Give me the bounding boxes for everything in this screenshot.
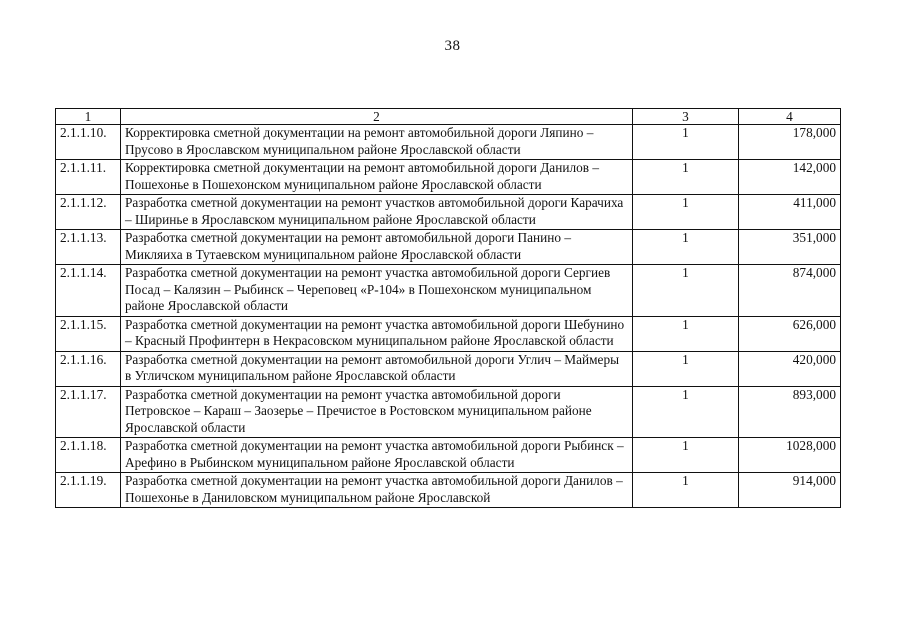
row-number: 2.1.1.15. (56, 316, 121, 351)
row-number: 2.1.1.10. (56, 125, 121, 160)
header-cell-2: 2 (121, 109, 633, 125)
row-quantity: 1 (633, 438, 739, 473)
row-quantity: 1 (633, 351, 739, 386)
row-number: 2.1.1.17. (56, 386, 121, 438)
row-description: Разработка сметной документации на ремонт участка автомобильной дороги Рыбинск – Арефино в Рыбинском муниципальном районе Ярославской области (121, 438, 633, 473)
row-amount: 351,000 (739, 230, 841, 265)
table-row (56, 195, 841, 230)
row-quantity: 1 (633, 230, 739, 265)
row-amount: 1028,000 (739, 438, 841, 473)
header-cell-3: 3 (633, 109, 739, 125)
table-row (56, 473, 841, 508)
row-description: Разработка сметной документации на ремонт автомобильной дороги Углич – Маймеры в Угличском муниципальном районе Ярославской области (121, 351, 633, 386)
row-amount: 874,000 (739, 265, 841, 317)
row-amount: 626,000 (739, 316, 841, 351)
row-amount: 142,000 (739, 160, 841, 195)
row-amount: 178,000 (739, 125, 841, 160)
row-quantity: 1 (633, 125, 739, 160)
row-number: 2.1.1.11. (56, 160, 121, 195)
row-description: Разработка сметной документации на ремонт участка автомобильной дороги Петровское – Караш – Заозерье – Пречистое в Ростовском муниципальном районе Ярославской области (121, 386, 633, 438)
estimate-table (55, 108, 841, 508)
page-number: 38 (444, 38, 461, 54)
table-row (56, 160, 841, 195)
header-cell-1: 1 (56, 109, 121, 125)
table-row (56, 438, 841, 473)
table-row (56, 386, 841, 438)
header-row (56, 109, 841, 125)
row-amount: 411,000 (739, 195, 841, 230)
table-row (56, 265, 841, 317)
row-quantity: 1 (633, 473, 739, 508)
row-description: Разработка сметной документации на ремонт участка автомобильной дороги Данилов – Пошехонье в Даниловском муниципальном районе Ярославской (121, 473, 633, 508)
row-description: Корректировка сметной документации на ремонт автомобильной дороги Ляпино – Прусово в Ярославском муниципальном районе Ярославской области (121, 125, 633, 160)
row-description: Корректировка сметной документации на ремонт автомобильной дороги Данилов – Пошехонье в Пошехонском муниципальном районе Ярославской области (121, 160, 633, 195)
table-row (56, 316, 841, 351)
row-description: Разработка сметной документации на ремонт участков автомобильной дороги Карачиха – Ширинье в Ярославском муниципальном районе Ярославской области (121, 195, 633, 230)
row-number: 2.1.1.19. (56, 473, 121, 508)
row-quantity: 1 (633, 386, 739, 438)
row-quantity: 1 (633, 160, 739, 195)
row-amount: 420,000 (739, 351, 841, 386)
table-row (56, 125, 841, 160)
row-description: Разработка сметной документации на ремонт автомобильной дороги Панино – Микляиха в Тутаевском муниципальном районе Ярославской области (121, 230, 633, 265)
row-description: Разработка сметной документации на ремонт участка автомобильной дороги Шебунино – Красный Профинтерн в Некрасовском муниципальном районе Ярославской области (121, 316, 633, 351)
row-number: 2.1.1.16. (56, 351, 121, 386)
table-row (56, 230, 841, 265)
row-quantity: 1 (633, 195, 739, 230)
row-amount: 893,000 (739, 386, 841, 438)
row-number: 2.1.1.12. (56, 195, 121, 230)
row-amount: 914,000 (739, 473, 841, 508)
row-number: 2.1.1.14. (56, 265, 121, 317)
row-quantity: 1 (633, 265, 739, 317)
row-number: 2.1.1.13. (56, 230, 121, 265)
row-description: Разработка сметной документации на ремонт участка автомобильной дороги Сергиев Посад – Калязин – Рыбинск – Череповец «Р-104» в Пошехонском муниципальном районе Ярославской области (121, 265, 633, 317)
row-quantity: 1 (633, 316, 739, 351)
row-number: 2.1.1.18. (56, 438, 121, 473)
table-row (56, 351, 841, 386)
header-cell-4: 4 (739, 109, 841, 125)
